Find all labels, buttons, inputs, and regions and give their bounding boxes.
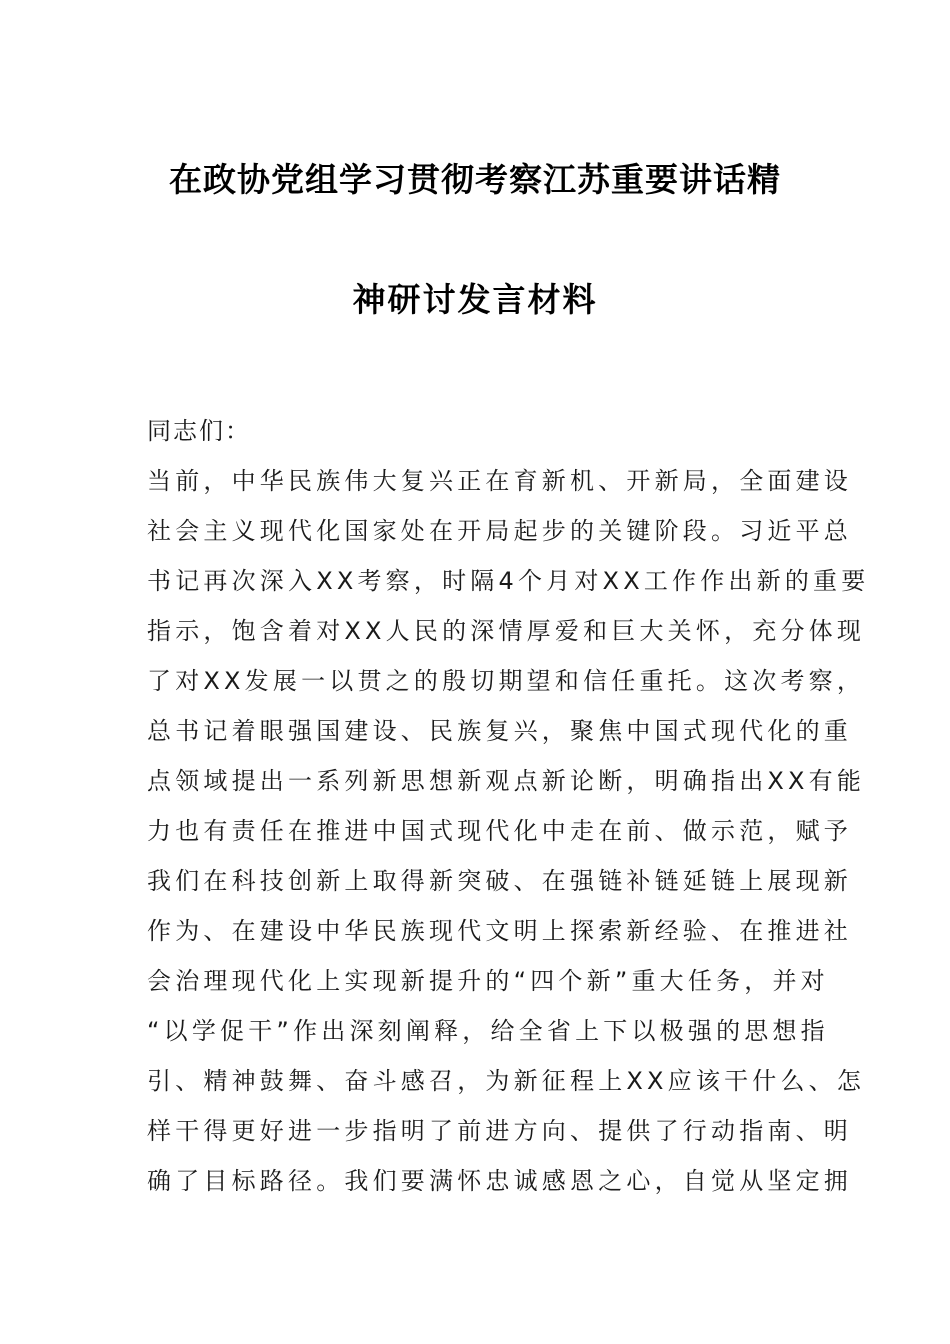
body-line: 了对XX发展一以贯之的殷切期望和信任重托。这次考察， (147, 667, 866, 695)
document-title-line-2: 神研讨发言材料 (352, 280, 598, 319)
body-line: “以学促干”作出深刻阐释，给全省上下以极强的思想指 (147, 1017, 829, 1045)
body-line: 当前，中华民族伟大复兴正在育新机、开新局，全面建设 (147, 467, 852, 495)
body-line: 我们在科技创新上取得新突破、在强链补链延链上展现新 (147, 867, 852, 895)
body-line: 力也有责任在推进中国式现代化中走在前、做示范，赋予 (147, 817, 852, 845)
body-line: 总书记着眼强国建设、民族复兴，聚焦中国式现代化的重 (147, 717, 852, 745)
document-title-line-1: 在政协党组学习贯彻考察江苏重要讲话精 (169, 160, 781, 199)
body-line: 点领域提出一系列新思想新观点新论断，明确指出XX有能 (147, 767, 866, 795)
body-line: 社会主义现代化国家处在开局起步的关键阶段。习近平总 (147, 517, 852, 545)
body-line: 确了目标路径。我们要满怀忠诚感恩之心，自觉从坚定拥 (147, 1167, 852, 1195)
body-line: 作为、在建设中华民族现代文明上探索新经验、在推进社 (147, 917, 852, 945)
body-line: 会治理现代化上实现新提升的“四个新”重大任务，并对 (147, 967, 829, 995)
greeting: 同志们： (147, 417, 251, 445)
body-line: 书记再次深入XX考察，时隔4个月对XX工作作出新的重要 (147, 567, 870, 595)
body-line: 指示，饱含着对XX人民的深情厚爱和巨大关怀，充分体现 (147, 617, 866, 645)
body-line: 引、精神鼓舞、奋斗感召，为新征程上XX应该干什么、怎 (147, 1067, 866, 1095)
body-line: 样干得更好进一步指明了前进方向、提供了行动指南、明 (147, 1117, 852, 1145)
